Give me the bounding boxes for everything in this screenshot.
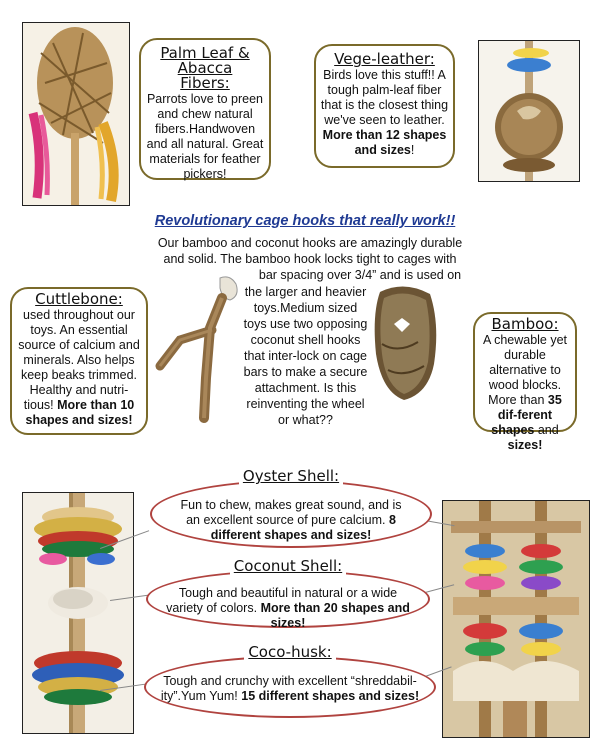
cuttlebone-bold: More than 10 shapes and sizes! (25, 398, 135, 427)
shell-toy-photo-right (442, 500, 590, 738)
cuttlebone-title: Cuttlebone: (35, 290, 123, 308)
palm-leaf-toy-illustration (23, 23, 129, 205)
vege-leather-toy-illustration (479, 41, 579, 181)
cuttlebone-box (10, 287, 148, 435)
palm-leaf-title: Palm Leaf & Abacca Fibers: (160, 44, 250, 92)
vege-leather-box: Vege-leather: Birds love this stuff!! A tough palm-leaf fiber that is the closest thing we've seen to leather. More than 12 shapes and sizes! (314, 44, 455, 168)
coconut-shell-body: Tough and beautiful in natural or a wide variety of colors. (166, 586, 398, 615)
bamboo-box (473, 312, 577, 452)
coconut-shell-title: Coconut Shell: (230, 557, 346, 575)
palm-leaf-box (139, 38, 271, 180)
vege-leather-title: Vege-leather: (334, 50, 435, 68)
coconut-hook-illustration (368, 284, 442, 404)
cage-hooks-line-2: and solid. The bamboo hook locks tight to cages with (163, 252, 457, 266)
coco-husk-title: Coco-husk: (244, 643, 335, 661)
bamboo-bold-2: sizes! (507, 438, 543, 452)
coco-husk-oval (144, 643, 436, 718)
bamboo-bold-1: 35 dif-ferent shapes (491, 393, 562, 437)
bamboo-hook-illustration (150, 268, 246, 426)
oyster-shell-oval (150, 467, 432, 548)
oyster-shell-title: Oyster Shell: (239, 467, 343, 485)
cage-hooks-line-1: Our bamboo and coconut hooks are amazingly durable (157, 236, 463, 250)
bamboo-body: A chewable yet durable alternative to wood blocks. More than (482, 333, 568, 407)
coconut-shell-oval (146, 557, 430, 630)
oyster-shell-bold: 8 different shapes and sizes! (210, 513, 396, 542)
cuttlebone-body: used throughout our toys. An essential source of calcium and minerals. Also helps keep beaks trimmed. Healthy and nutri-tious! (18, 308, 140, 412)
cage-hooks-heading: Revolutionary cage hooks that really work!! (154, 213, 456, 229)
coco-husk-bold: 15 different shapes and sizes! (241, 689, 420, 703)
bamboo-mid: and (537, 423, 559, 437)
shell-toy-photo-left (22, 492, 134, 734)
palm-leaf-toy-photo (22, 22, 130, 206)
vege-leather-bold: More than 12 shapes and sizes (322, 128, 447, 157)
palm-leaf-body: Parrots love to preen and chew natural fibers.Handwoven and all natural. Great materials for feather pickers! (146, 92, 264, 181)
vege-leather-body: Birds love this stuff!! A tough palm-leaf fiber that is the closest thing we've seen to leather. (320, 68, 449, 127)
cage-hooks-column: the larger and heavier toys.Medium sized toys use two opposing coconut shell hooks that inter-lock on cage bars to make a secure attachment. Is this reinventing the wheel or what?? (243, 285, 368, 427)
shell-toy-illustration-left (23, 493, 133, 733)
vege-leather-toy-photo (478, 40, 580, 182)
bamboo-title: Bamboo: (491, 315, 559, 333)
coco-husk-body: Tough and crunchy with excellent “shreddabil-ity”.Yum Yum! (160, 674, 417, 703)
cage-hooks-line-3: bar spacing over 3/4” and is used on (258, 268, 462, 282)
shell-toy-illustration-right (443, 501, 589, 737)
coconut-shell-bold: More than 20 shapes and sizes! (260, 601, 410, 630)
oyster-shell-body: Fun to chew, makes great sound, and is an excellent source of pure calcium. (180, 498, 402, 527)
